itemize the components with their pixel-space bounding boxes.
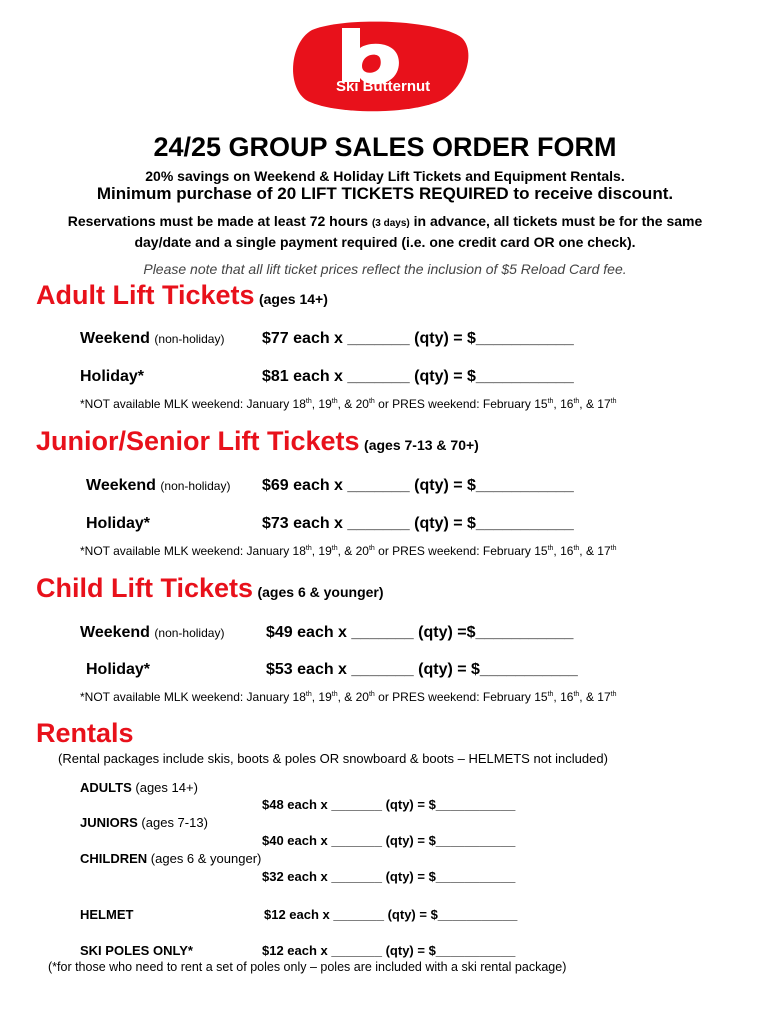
adult-not-available-note: *NOT available MLK weekend: January 18th, 19th, & 20th or PRES weekend: February 15th, 16th, & 17th [80, 397, 617, 411]
junior-not-available-note: *NOT available MLK weekend: January 18th, 19th, & 20th or PRES weekend: February 15th, 16th, & 17th [80, 544, 617, 558]
ski-butternut-logo [290, 20, 470, 112]
logo-text: Ski Butternut [336, 78, 431, 95]
savings-text: 20% savings on Weekend & Holiday Lift Tickets and Equipment Rentals. [145, 168, 625, 184]
child-holiday-price-line: $53 each x _______ (qty) = $___________ [266, 661, 578, 678]
minimum-text: Minimum purchase of 20 LIFT TICKETS REQUIRED to receive discount. [96, 184, 674, 203]
child-holiday-label: Holiday* [86, 661, 151, 678]
rental-adults-price-line: $48 each x _______ (qty) = $___________ [262, 797, 516, 812]
junior-weekend-price-line: $69 each x _______ (qty) = $___________ [262, 477, 574, 494]
price-note: Please note that all lift ticket prices reflect the inclusion of $5 Reload Card fee. [143, 261, 627, 277]
child-not-available-note: *NOT available MLK weekend: January 18th, 19th, & 20th or PRES weekend: February 15th, 16th, & 17th [80, 690, 617, 704]
rental-children-price-line: $32 each x _______ (qty) = $___________ [262, 869, 516, 884]
junior-section-heading: Junior/Senior Lift Tickets (ages 7-13 & 70+) [36, 426, 479, 456]
rental-adults-label: ADULTS (ages 14+) [80, 780, 198, 795]
adult-section-heading: Adult Lift Tickets (ages 14+) [36, 280, 328, 310]
rental-helmet-label: HELMET [80, 907, 134, 922]
rental-juniors-price-line: $40 each x _______ (qty) = $___________ [262, 833, 516, 848]
child-weekend-price-line: $49 each x _______ (qty) =$___________ [266, 624, 574, 641]
adult-holiday-price-line: $81 each x _______ (qty) = $___________ [262, 368, 574, 385]
rentals-heading: Rentals [36, 718, 134, 748]
rentals-intro: (Rental packages include skis, boots & poles OR snowboard & boots – HELMETS not included) [58, 751, 608, 766]
rentals-footnote: (*for those who need to rent a set of poles only – poles are included with a ski rental package) [48, 960, 567, 974]
rental-poles-price-line: $12 each x _______ (qty) = $___________ [262, 943, 516, 958]
rental-helmet-price-line: $12 each x _______ (qty) = $___________ [264, 907, 518, 922]
junior-holiday-label: Holiday* [86, 515, 151, 532]
child-section-heading: Child Lift Tickets (ages 6 & younger) [36, 573, 384, 603]
form-title: 24/25 GROUP SALES ORDER FORM [153, 132, 617, 162]
adult-holiday-label: Holiday* [80, 368, 145, 385]
rental-poles-label: SKI POLES ONLY* [80, 943, 193, 958]
adult-weekend-price-line: $77 each x _______ (qty) = $___________ [262, 330, 574, 347]
adult-weekend-label: Weekend (non-holiday) [80, 330, 225, 347]
reservation-text: Reservations must be made at least 72 hours (3 days) in advance, all tickets must be for the same day/date and a single payment required (i.e. one credit card OR one check). [67, 213, 703, 250]
rental-juniors-label: JUNIORS (ages 7-13) [80, 815, 208, 830]
junior-weekend-label: Weekend (non-holiday) [86, 477, 231, 494]
junior-holiday-price-line: $73 each x _______ (qty) = $___________ [262, 515, 574, 532]
rental-children-label: CHILDREN (ages 6 & younger) [80, 851, 262, 866]
child-weekend-label: Weekend (non-holiday) [80, 624, 225, 641]
